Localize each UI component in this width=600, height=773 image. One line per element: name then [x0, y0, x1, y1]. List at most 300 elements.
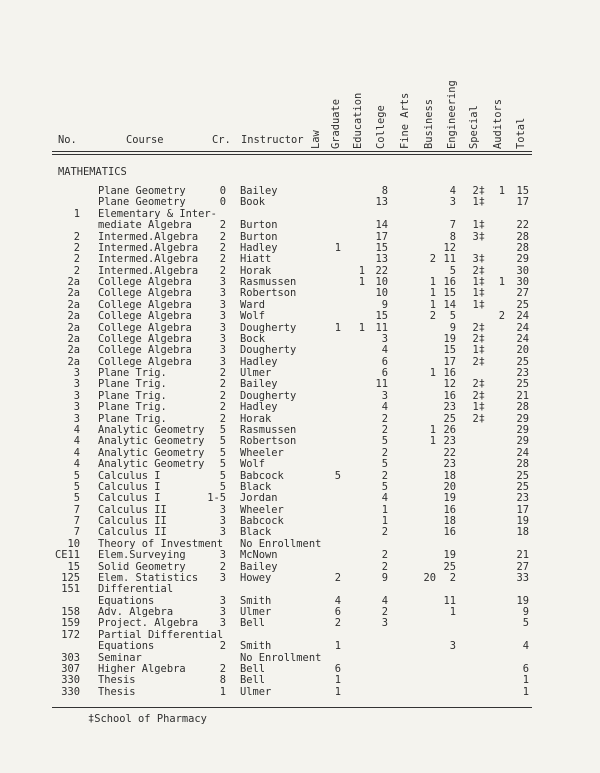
cell-college: 10	[375, 276, 388, 289]
cell-college: 13	[375, 196, 388, 209]
cell-special: 2‡	[472, 378, 485, 391]
cell-credits: 3	[219, 287, 226, 300]
cell-no: 5	[73, 469, 80, 482]
cell-college: 5	[381, 435, 388, 448]
cell-total: 21	[516, 389, 529, 402]
cell-college: 4	[381, 401, 388, 414]
header-law: Law	[310, 130, 322, 149]
cell-course: College Algebra	[98, 276, 192, 289]
cell-total: 27	[516, 560, 529, 573]
cell-total: 19	[516, 515, 529, 528]
cell-credits: 5	[219, 469, 226, 482]
cell-business: 2	[429, 253, 436, 266]
cell-graduate: 2	[334, 571, 341, 584]
cell-total: 22	[516, 219, 529, 232]
cell-engineering: 12	[443, 241, 456, 254]
cell-course: Plane Trig.	[98, 412, 167, 425]
cell-total: 30	[516, 276, 529, 289]
cell-no: 158	[61, 606, 80, 619]
cell-engineering: 16	[443, 276, 456, 289]
header-rule-top	[52, 151, 532, 152]
cell-engineering: 14	[443, 298, 456, 311]
cell-instructor: Hadley	[240, 355, 278, 368]
cell-college: 1	[381, 515, 388, 528]
header-instructor: Instructor	[241, 134, 304, 146]
cell-college: 9	[381, 571, 388, 584]
cell-instructor: Smith	[240, 594, 272, 607]
cell-business: 2	[429, 310, 436, 323]
cell-total: 28	[516, 401, 529, 414]
cell-no: 1	[73, 207, 80, 220]
cell-course: Plane Trig.	[98, 367, 167, 380]
cell-no: 303	[61, 651, 80, 664]
cell-no: 330	[61, 674, 80, 687]
cell-engineering: 23	[443, 401, 456, 414]
cell-no: 7	[73, 503, 80, 516]
header-fine-arts: Fine Arts	[399, 92, 411, 149]
cell-course: Intermed.Algebra	[98, 253, 199, 266]
cell-instructor: Black	[240, 526, 272, 539]
cell-course: Analytic Geometry	[98, 435, 205, 448]
cell-engineering: 15	[443, 344, 456, 357]
cell-credits: 3	[219, 515, 226, 528]
cell-no: 172	[61, 628, 80, 641]
cell-credits: 3	[219, 321, 226, 334]
cell-credits: 5	[219, 435, 226, 448]
cell-credits: 1-5	[207, 492, 226, 505]
cell-engineering: 11	[443, 253, 456, 266]
cell-instructor: No Enrollment	[240, 537, 322, 550]
cell-total: 28	[516, 230, 529, 243]
cell-engineering: 2	[449, 571, 456, 584]
cell-engineering: 16	[443, 389, 456, 402]
cell-total: 29	[516, 412, 529, 425]
cell-credits: 2	[219, 378, 226, 391]
cell-instructor: Burton	[240, 219, 278, 232]
cell-instructor: Dougherty	[240, 321, 297, 334]
cell-engineering: 25	[443, 560, 456, 573]
cell-no: 2a	[67, 344, 80, 357]
cell-engineering: 16	[443, 503, 456, 516]
cell-course: Plane Geometry	[98, 185, 186, 197]
cell-credits: 2	[219, 367, 226, 380]
cell-total: 24	[516, 446, 529, 459]
cell-engineering: 5	[449, 310, 456, 323]
cell-engineering: 20	[443, 480, 456, 493]
cell-graduate: 1	[334, 640, 341, 653]
cell-college: 10	[375, 287, 388, 300]
cell-instructor: Rasmussen	[240, 276, 297, 289]
cell-engineering: 23	[443, 458, 456, 471]
cell-college: 5	[381, 458, 388, 471]
cell-college: 5	[381, 480, 388, 493]
cell-education: 1	[358, 321, 365, 334]
cell-graduate: 4	[334, 594, 341, 607]
cell-instructor: Hadley	[240, 241, 278, 254]
cell-no: 3	[73, 378, 80, 391]
header-graduate: Graduate	[330, 98, 342, 149]
cell-credits: 3	[219, 606, 226, 619]
cell-instructor: Wolf	[240, 310, 266, 323]
cell-special: 1‡	[472, 196, 485, 209]
table-bottom-rule	[52, 707, 532, 708]
cell-instructor: Rasmussen	[240, 423, 297, 436]
cell-no: 2	[73, 230, 80, 243]
cell-course: Theory of Investment	[98, 537, 224, 550]
cell-total: 25	[516, 355, 529, 368]
cell-instructor: Horak	[240, 412, 272, 425]
cell-college: 2	[381, 549, 388, 562]
cell-course: College Algebra	[98, 310, 192, 323]
cell-college: 2	[381, 469, 388, 482]
cell-credits: 2	[219, 264, 226, 277]
cell-no: 3	[73, 367, 80, 380]
cell-credits: 3	[219, 571, 226, 584]
cell-course: Thesis	[98, 674, 136, 687]
cell-course: Equations	[98, 594, 155, 607]
cell-course: Plane Trig.	[98, 401, 167, 414]
cell-credits: 5	[219, 446, 226, 459]
cell-no: 151	[61, 583, 80, 596]
cell-college: 17	[375, 230, 388, 243]
cell-course: Calculus II	[98, 515, 167, 528]
cell-instructor: Bell	[240, 617, 266, 630]
cell-business: 1	[429, 287, 436, 300]
cell-no: CE11	[54, 549, 80, 562]
cell-course: Differential	[98, 583, 174, 596]
cell-instructor: Babcock	[240, 515, 284, 528]
cell-no: 3	[73, 401, 80, 414]
cell-college: 2	[381, 606, 388, 619]
cell-special: 1‡	[472, 219, 485, 232]
cell-engineering: 4	[449, 185, 456, 197]
cell-credits: 3	[219, 276, 226, 289]
cell-engineering: 19	[443, 332, 456, 345]
cell-auditors: 1	[498, 185, 505, 197]
header-special: Special	[468, 105, 480, 149]
cell-total: 25	[516, 480, 529, 493]
cell-no: 2a	[67, 276, 80, 289]
cell-course: Solid Geometry	[98, 560, 186, 573]
cell-credits: 2	[219, 230, 226, 243]
cell-total: 30	[516, 264, 529, 277]
header-education: Education	[352, 92, 364, 149]
cell-course: Calculus II	[98, 503, 167, 516]
cell-instructor: Howey	[240, 571, 272, 584]
cell-graduate: 5	[334, 469, 341, 482]
cell-course: College Algebra	[98, 332, 192, 345]
cell-total: 33	[516, 571, 529, 584]
cell-engineering: 1	[449, 606, 456, 619]
cell-college: 9	[381, 298, 388, 311]
cell-course: Plane Trig.	[98, 389, 167, 402]
cell-no: 4	[73, 423, 80, 436]
cell-no: 5	[73, 480, 80, 493]
cell-course: College Algebra	[98, 355, 192, 368]
cell-course: Partial Differential	[98, 628, 224, 641]
cell-course: Elem. Statistics	[98, 571, 199, 584]
cell-total: 4	[522, 640, 529, 653]
cell-total: 1	[522, 685, 529, 698]
cell-course: Calculus I	[98, 469, 161, 482]
cell-course: Higher Algebra	[98, 662, 186, 675]
cell-no: 5	[73, 492, 80, 505]
cell-business: 1	[429, 423, 436, 436]
cell-college: 22	[375, 264, 388, 277]
cell-course: Calculus I	[98, 480, 161, 493]
cell-credits: 3	[219, 355, 226, 368]
cell-credits: 2	[219, 389, 226, 402]
cell-credits: 1	[219, 685, 226, 698]
cell-no: 2a	[67, 332, 80, 345]
cell-engineering: 17	[443, 355, 456, 368]
cell-business: 1	[429, 298, 436, 311]
cell-graduate: 1	[334, 241, 341, 254]
cell-course: College Algebra	[98, 344, 192, 357]
cell-instructor: Book	[240, 196, 266, 209]
cell-business: 20	[423, 571, 436, 584]
cell-total: 6	[522, 662, 529, 675]
cell-instructor: Bock	[240, 332, 266, 345]
cell-no: 4	[73, 446, 80, 459]
cell-course: College Algebra	[98, 287, 192, 300]
cell-total: 21	[516, 549, 529, 562]
cell-instructor: No Enrollment	[240, 651, 322, 664]
cell-instructor: Bell	[240, 674, 266, 687]
cell-instructor: Dougherty	[240, 389, 297, 402]
cell-no: 2a	[67, 310, 80, 323]
cell-course: Analytic Geometry	[98, 423, 205, 436]
cell-no: 330	[61, 685, 80, 698]
cell-course: mediate Algebra	[98, 219, 192, 232]
cell-college: 4	[381, 492, 388, 505]
cell-special: 3‡	[472, 230, 485, 243]
cell-special: 1‡	[472, 344, 485, 357]
cell-college: 3	[381, 389, 388, 402]
cell-graduate: 6	[334, 606, 341, 619]
cell-engineering: 18	[443, 469, 456, 482]
cell-total: 25	[516, 378, 529, 391]
header-credits: Cr.	[212, 134, 231, 146]
cell-credits: 3	[219, 594, 226, 607]
cell-instructor: Hadley	[240, 401, 278, 414]
cell-course: Calculus I	[98, 492, 161, 505]
cell-credits: 2	[219, 640, 226, 653]
cell-total: 27	[516, 287, 529, 300]
cell-instructor: Dougherty	[240, 344, 297, 357]
cell-course: Adv. Algebra	[98, 606, 174, 619]
cell-no: 10	[67, 537, 80, 550]
header-total: Total	[515, 117, 527, 149]
cell-college: 2	[381, 423, 388, 436]
cell-engineering: 25	[443, 412, 456, 425]
cell-course: Intermed.Algebra	[98, 230, 199, 243]
cell-graduate: 6	[334, 662, 341, 675]
cell-special: 2‡	[472, 389, 485, 402]
cell-total: 17	[516, 503, 529, 516]
cell-instructor: Bailey	[240, 560, 278, 573]
cell-credits: 2	[219, 560, 226, 573]
cell-total: 25	[516, 298, 529, 311]
cell-special: 2‡	[472, 264, 485, 277]
cell-instructor: Babcock	[240, 469, 284, 482]
cell-engineering: 15	[443, 287, 456, 300]
cell-course: Plane Geometry	[98, 196, 186, 209]
cell-no: 4	[73, 435, 80, 448]
cell-college: 8	[381, 185, 388, 197]
cell-total: 24	[516, 321, 529, 334]
cell-total: 29	[516, 435, 529, 448]
cell-no: 2a	[67, 321, 80, 334]
cell-instructor: Ulmer	[240, 367, 272, 380]
cell-college: 11	[375, 378, 388, 391]
cell-credits: 0	[219, 185, 226, 197]
cell-college: 14	[375, 219, 388, 232]
cell-credits: 5	[219, 480, 226, 493]
footnote: ‡School of Pharmacy	[88, 713, 207, 725]
cell-credits: 2	[219, 412, 226, 425]
header-no: No.	[58, 134, 77, 146]
cell-college: 2	[381, 526, 388, 539]
cell-total: 9	[522, 606, 529, 619]
cell-total: 18	[516, 526, 529, 539]
cell-total: 29	[516, 253, 529, 266]
cell-college: 6	[381, 355, 388, 368]
cell-special: 2‡	[472, 412, 485, 425]
cell-course: Intermed.Algebra	[98, 264, 199, 277]
cell-course: Calculus II	[98, 526, 167, 539]
cell-credits: 2	[219, 662, 226, 675]
cell-instructor: Robertson	[240, 435, 297, 448]
cell-credits: 3	[219, 549, 226, 562]
cell-credits: 2	[219, 219, 226, 232]
cell-engineering: 26	[443, 423, 456, 436]
cell-college: 15	[375, 241, 388, 254]
cell-business: 1	[429, 435, 436, 448]
cell-credits: 3	[219, 617, 226, 630]
cell-engineering: 16	[443, 367, 456, 380]
cell-no: 2	[73, 253, 80, 266]
cell-no: 2	[73, 264, 80, 277]
section-title: MATHEMATICS	[58, 166, 127, 178]
cell-engineering: 3	[449, 196, 456, 209]
cell-course: Elem.Surveying	[98, 549, 186, 562]
cell-college: 1	[381, 503, 388, 516]
cell-engineering: 12	[443, 378, 456, 391]
cell-total: 23	[516, 367, 529, 380]
header-engineering: Engineering	[446, 80, 458, 149]
cell-credits: 5	[219, 458, 226, 471]
cell-engineering: 18	[443, 515, 456, 528]
cell-credits: 0	[219, 196, 226, 209]
cell-special: 2‡	[472, 185, 485, 197]
cell-no: 2a	[67, 355, 80, 368]
cell-instructor: Wheeler	[240, 446, 284, 459]
cell-total: 19	[516, 594, 529, 607]
cell-no: 3	[73, 412, 80, 425]
cell-credits: 2	[219, 401, 226, 414]
header-business: Business	[423, 98, 435, 149]
cell-no: 15	[67, 560, 80, 573]
cell-no: 2	[73, 241, 80, 254]
cell-no: 125	[61, 571, 80, 584]
cell-total: 24	[516, 332, 529, 345]
cell-engineering: 16	[443, 526, 456, 539]
cell-total: 28	[516, 241, 529, 254]
cell-no: 307	[61, 662, 80, 675]
cell-course: Seminar	[98, 651, 142, 664]
cell-credits: 3	[219, 332, 226, 345]
cell-credits: 2	[219, 253, 226, 266]
cell-no: 159	[61, 617, 80, 630]
cell-instructor: Jordan	[240, 492, 278, 505]
cell-credits: 3	[219, 298, 226, 311]
cell-engineering: 23	[443, 435, 456, 448]
cell-no: 2a	[67, 287, 80, 300]
cell-course: Analytic Geometry	[98, 446, 205, 459]
cell-graduate: 2	[334, 617, 341, 630]
header-course: Course	[126, 134, 164, 146]
cell-graduate: 1	[334, 685, 341, 698]
cell-college: 2	[381, 412, 388, 425]
cell-instructor: Wolf	[240, 458, 266, 471]
cell-instructor: Ulmer	[240, 606, 272, 619]
cell-instructor: Robertson	[240, 287, 297, 300]
cell-college: 4	[381, 344, 388, 357]
cell-instructor: McNown	[240, 549, 278, 562]
cell-college: 3	[381, 332, 388, 345]
cell-engineering: 5	[449, 264, 456, 277]
cell-special: 1‡	[472, 298, 485, 311]
cell-graduate: 1	[334, 321, 341, 334]
cell-course: Plane Trig.	[98, 378, 167, 391]
cell-total: 5	[522, 617, 529, 630]
cell-instructor: Wheeler	[240, 503, 284, 516]
cell-special: 1‡	[472, 287, 485, 300]
cell-no: 2a	[67, 298, 80, 311]
cell-business: 1	[429, 367, 436, 380]
cell-credits: 8	[219, 674, 226, 687]
cell-credits: 3	[219, 310, 226, 323]
header-college: College	[375, 105, 387, 149]
cell-college: 3	[381, 617, 388, 630]
cell-instructor: Horak	[240, 264, 272, 277]
cell-engineering: 22	[443, 446, 456, 459]
cell-engineering: 11	[443, 594, 456, 607]
cell-instructor: Bailey	[240, 185, 278, 197]
cell-college: 4	[381, 594, 388, 607]
cell-college: 2	[381, 560, 388, 573]
cell-credits: 3	[219, 503, 226, 516]
cell-instructor: Ulmer	[240, 685, 272, 698]
cell-total: 17	[516, 196, 529, 209]
cell-course: College Algebra	[98, 321, 192, 334]
cell-special: 3‡	[472, 253, 485, 266]
cell-course: Elementary & Inter-	[98, 207, 217, 220]
cell-course: Project. Algebra	[98, 617, 199, 630]
cell-no: 4	[73, 458, 80, 471]
cell-no: 3	[73, 389, 80, 402]
cell-special: 2‡	[472, 332, 485, 345]
cell-credits: 3	[219, 344, 226, 357]
cell-course: Intermed.Algebra	[98, 241, 199, 254]
cell-total: 23	[516, 492, 529, 505]
cell-engineering: 7	[449, 219, 456, 232]
cell-instructor: Ward	[240, 298, 266, 311]
cell-instructor: Smith	[240, 640, 272, 653]
cell-auditors: 2	[498, 310, 505, 323]
cell-instructor: Burton	[240, 230, 278, 243]
